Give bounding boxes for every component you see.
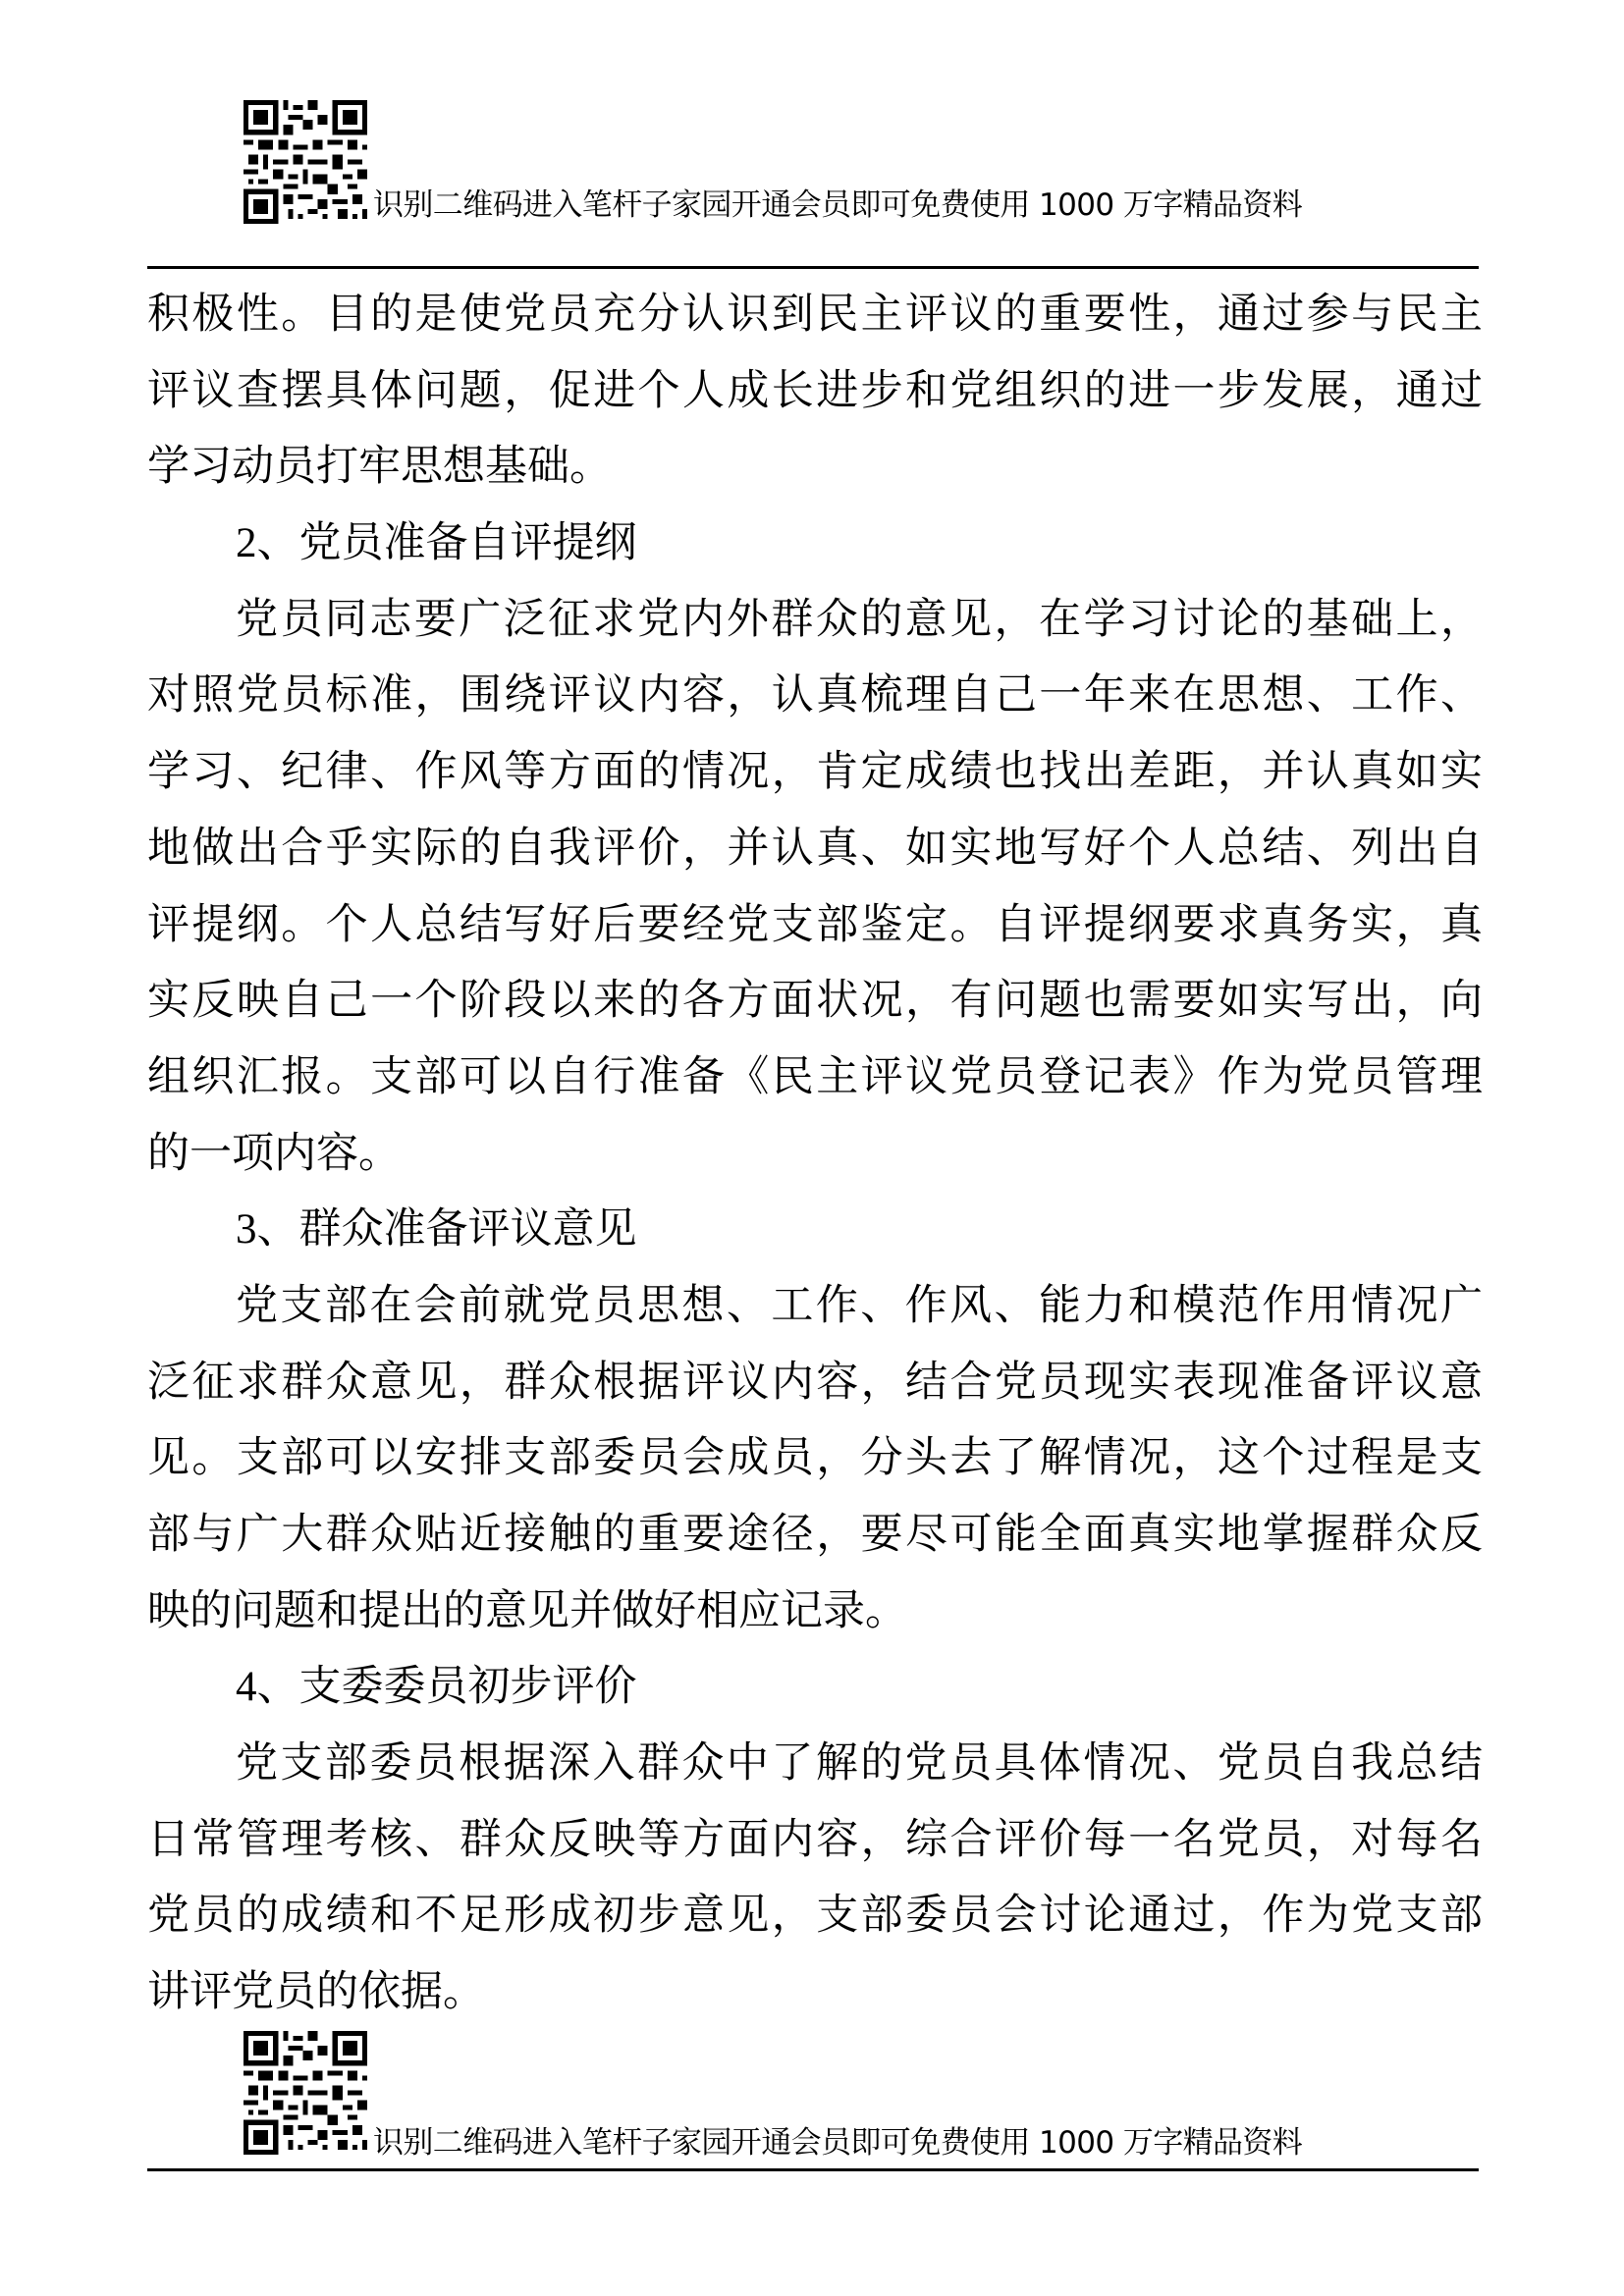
body-line: 评提纲。个人总结写好后要经党支部鉴定。自评提纲要求真务实，真 [147, 899, 1483, 949]
section-heading-3 [147, 1192, 1483, 1268]
body-line: 部与广大群众贴近接触的重要途径，要尽可能全面真实地掌握群众反 [147, 1510, 1483, 1559]
section-heading-4 [147, 1649, 1483, 1726]
body-line: 评议查摆具体问题，促进个人成长进步和党组织的进一步发展，通过 [147, 365, 1483, 415]
footer-qr-code-icon[interactable] [244, 2031, 367, 2155]
header-promo-text: 识别二维码进入笔杆子家园开通会员即可免费使用 1000 万字精品资料 [373, 187, 1303, 223]
body-line: 见。支部可以安排支部委员会成员，分头去了解情况，这个过程是支 [147, 1433, 1483, 1483]
footer-promo-text: 识别二维码进入笔杆子家园开通会员即可免费使用 1000 万字精品资料 [373, 2125, 1303, 2161]
body-line: 学习动员打牢思想基础。 [147, 442, 612, 492]
body-line: 映的问题和提出的意见并做好相应记录。 [147, 1585, 907, 1635]
section-number: 3 [236, 1206, 257, 1254]
body-line: 泛征求群众意见，群众根据评议内容，结合党员现实表现准备评议意 [147, 1357, 1483, 1407]
section-number: 4 [236, 1664, 257, 1711]
document-body [147, 277, 1483, 2031]
body-line: 讲评党员的依据。 [147, 1967, 485, 2017]
body-line: 积极性。目的是使党员充分认识到民主评议的重要性，通过参与民主 [147, 290, 1483, 339]
body-line: 的一项内容。 [147, 1128, 401, 1178]
qr-code-icon [244, 2031, 367, 2155]
footer-divider [147, 2168, 1479, 2171]
body-line: 实反映自己一个阶段以来的各方面状况，有问题也需要如实写出，向 [147, 976, 1483, 1026]
qr-code-icon [244, 100, 367, 224]
section-title: 、群众准备评议意见 [256, 1204, 637, 1255]
section-number: 2 [236, 520, 257, 567]
section-title: 、党员准备自评提纲 [256, 518, 637, 568]
body-line: 学习、纪律、作风等方面的情况，肯定成绩也找出差距，并认真如实 [147, 747, 1483, 797]
section-title: 、支委委员初步评价 [256, 1662, 637, 1712]
body-line: 党支部委员根据深入群众中了解的党员具体情况、党员自我总结 [236, 1738, 1483, 1789]
header-qr-code-icon[interactable] [244, 100, 367, 224]
body-line: 党支部在会前就党员思想、工作、作风、能力和模范作用情况广 [236, 1280, 1483, 1330]
body-line: 组织汇报。支部可以自行准备《民主评议党员登记表》作为党员管理 [147, 1051, 1483, 1101]
body-line: 党员同志要广泛征求党内外群众的意见，在学习讨论的基础上， [236, 594, 1483, 644]
section-heading-2 [147, 506, 1483, 582]
body-line: 对照党员标准，围绕评议内容，认真梳理自己一年来在思想、工作、 [147, 670, 1483, 721]
header-divider [147, 266, 1479, 269]
body-line: 党员的成绩和不足形成初步意见，支部委员会讨论通过，作为党支部 [147, 1891, 1483, 1941]
body-line: 地做出合乎实际的自我评价，并认真、如实地写好个人总结、列出自 [147, 823, 1483, 873]
body-line: 日常管理考核、群众反映等方面内容，综合评价每一名党员，对每名 [147, 1814, 1483, 1864]
